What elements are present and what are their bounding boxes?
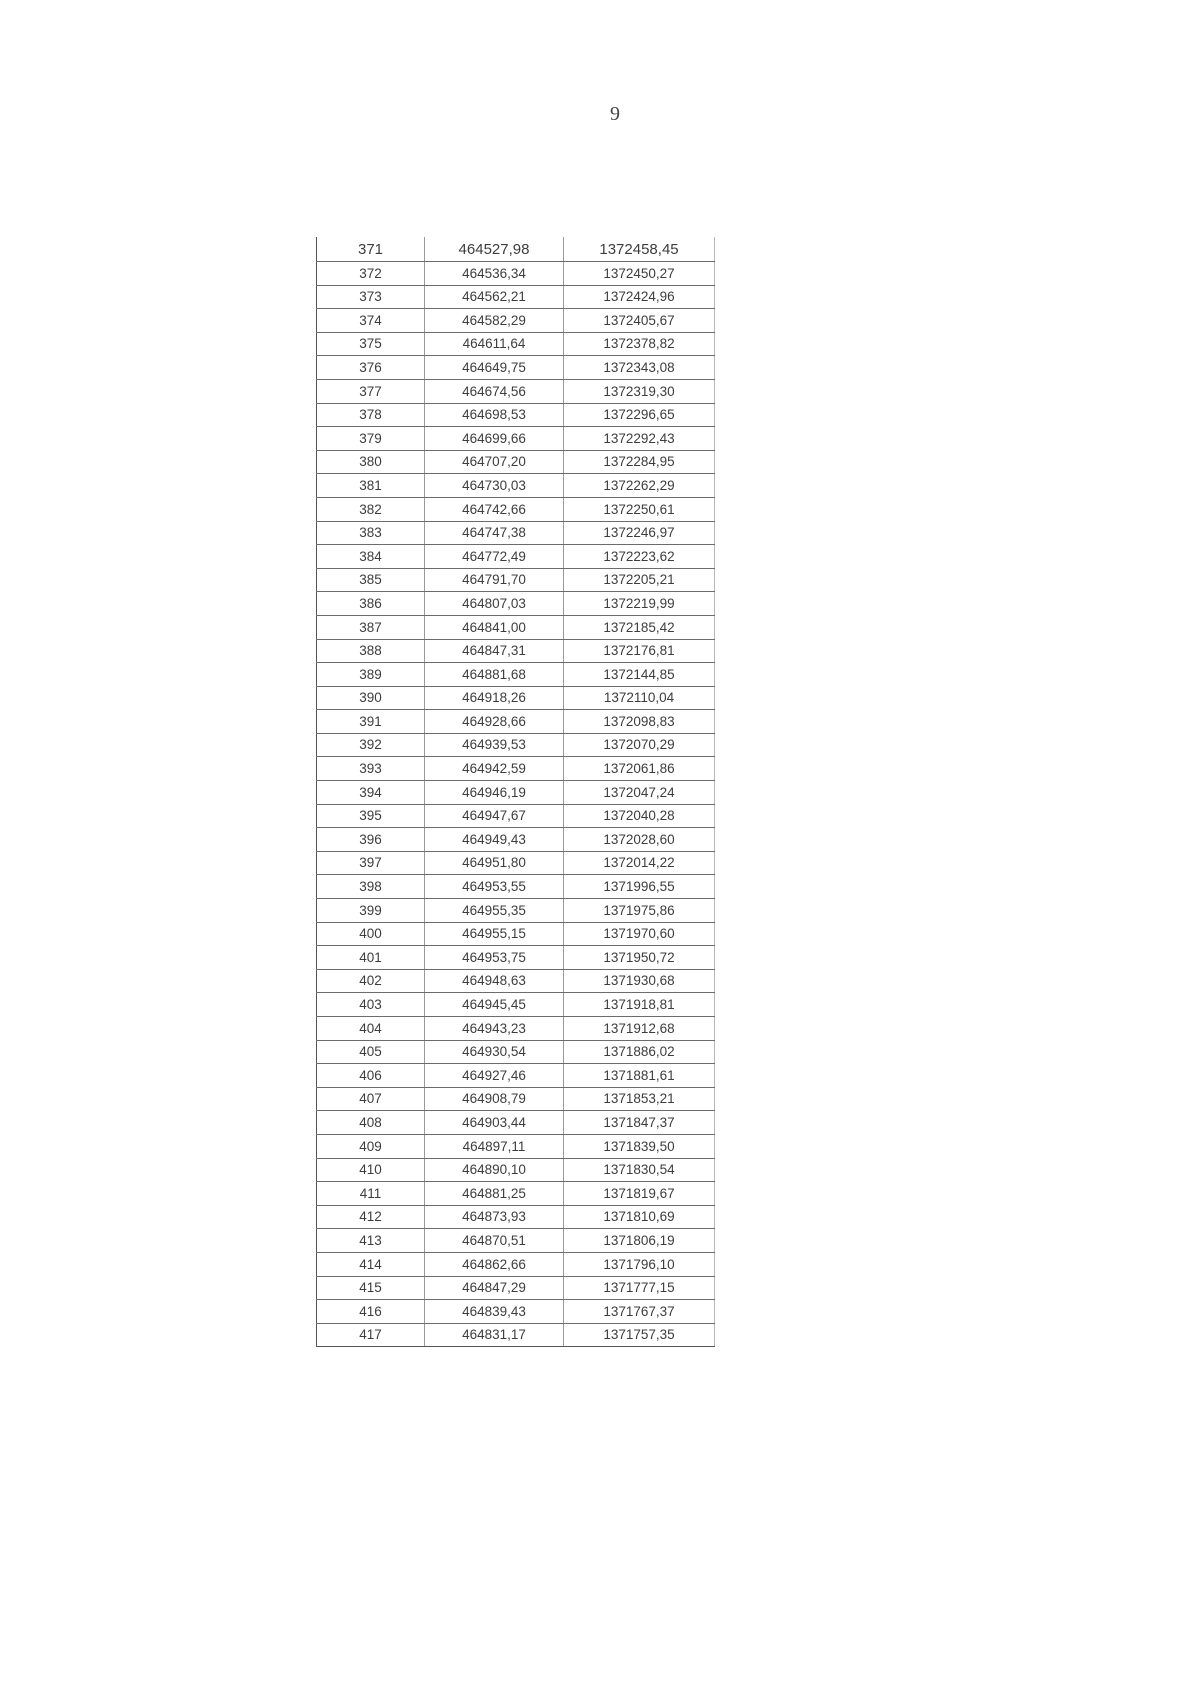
x-coordinate-cell: 464918,26 [425,686,564,710]
table-row [317,568,715,592]
x-coordinate-cell: 464953,75 [425,946,564,970]
y-coordinate-cell: 1371918,81 [564,993,715,1017]
table-row [317,356,715,380]
x-coordinate-cell: 464847,29 [425,1276,564,1300]
y-coordinate-cell: 1372424,96 [564,285,715,309]
x-coordinate-cell: 464945,45 [425,993,564,1017]
point-number-cell: 401 [317,946,425,970]
point-number-cell: 403 [317,993,425,1017]
y-coordinate-cell: 1372246,97 [564,521,715,545]
y-coordinate-cell: 1371970,60 [564,922,715,946]
table-row [317,497,715,521]
x-coordinate-cell: 464536,34 [425,262,564,286]
table-row [317,1111,715,1135]
point-number-cell: 372 [317,262,425,286]
y-coordinate-cell: 1372343,08 [564,356,715,380]
table-row [317,663,715,687]
x-coordinate-cell: 464562,21 [425,285,564,309]
x-coordinate-cell: 464870,51 [425,1229,564,1253]
x-coordinate-cell: 464881,25 [425,1182,564,1206]
y-coordinate-cell: 1371767,37 [564,1300,715,1324]
x-coordinate-cell: 464955,35 [425,899,564,923]
point-number-cell: 390 [317,686,425,710]
x-coordinate-cell: 464946,19 [425,781,564,805]
y-coordinate-cell: 1372070,29 [564,733,715,757]
x-coordinate-cell: 464947,67 [425,804,564,828]
y-coordinate-cell: 1372219,99 [564,592,715,616]
y-coordinate-cell: 1372144,85 [564,663,715,687]
table-row [317,686,715,710]
y-coordinate-cell: 1372185,42 [564,615,715,639]
point-number-cell: 376 [317,356,425,380]
point-number-cell: 383 [317,521,425,545]
y-coordinate-cell: 1372450,27 [564,262,715,286]
point-number-cell: 392 [317,733,425,757]
point-number-cell: 404 [317,1017,425,1041]
y-coordinate-cell: 1372110,04 [564,686,715,710]
table-row [317,733,715,757]
coordinates-table-body [317,237,715,1347]
point-number-cell: 398 [317,875,425,899]
page-number: 9 [610,103,620,125]
table-row [317,1087,715,1111]
y-coordinate-cell: 1372262,29 [564,474,715,498]
point-number-cell: 380 [317,450,425,474]
point-number-cell: 409 [317,1134,425,1158]
table-row [317,379,715,403]
y-coordinate-cell: 1371912,68 [564,1017,715,1041]
x-coordinate-cell: 464707,20 [425,450,564,474]
table-row [317,403,715,427]
table-row [317,1017,715,1041]
x-coordinate-cell: 464742,66 [425,497,564,521]
x-coordinate-cell: 464730,03 [425,474,564,498]
point-number-cell: 381 [317,474,425,498]
point-number-cell: 417 [317,1323,425,1347]
table-row [317,969,715,993]
point-number-cell: 384 [317,545,425,569]
y-coordinate-cell: 1372458,45 [564,237,715,262]
x-coordinate-cell: 464903,44 [425,1111,564,1135]
y-coordinate-cell: 1372405,67 [564,309,715,333]
x-coordinate-cell: 464831,17 [425,1323,564,1347]
point-number-cell: 371 [317,237,425,262]
x-coordinate-cell: 464939,53 [425,733,564,757]
x-coordinate-cell: 464699,66 [425,427,564,451]
y-coordinate-cell: 1372296,65 [564,403,715,427]
table-row [317,592,715,616]
y-coordinate-cell: 1372176,81 [564,639,715,663]
table-row [317,262,715,286]
x-coordinate-cell: 464841,00 [425,615,564,639]
table-row [317,922,715,946]
x-coordinate-cell: 464747,38 [425,521,564,545]
table-row [317,899,715,923]
table-row [317,875,715,899]
table-row [317,781,715,805]
point-number-cell: 393 [317,757,425,781]
point-number-cell: 410 [317,1158,425,1182]
table-row [317,1300,715,1324]
table-row [317,639,715,663]
x-coordinate-cell: 464953,55 [425,875,564,899]
x-coordinate-cell: 464862,66 [425,1252,564,1276]
y-coordinate-cell: 1371950,72 [564,946,715,970]
point-number-cell: 408 [317,1111,425,1135]
y-coordinate-cell: 1372028,60 [564,828,715,852]
table-row [317,237,715,262]
point-number-cell: 375 [317,332,425,356]
point-number-cell: 400 [317,922,425,946]
point-number-cell: 406 [317,1064,425,1088]
x-coordinate-cell: 464847,31 [425,639,564,663]
y-coordinate-cell: 1372250,61 [564,497,715,521]
y-coordinate-cell: 1371930,68 [564,969,715,993]
x-coordinate-cell: 464527,98 [425,237,564,262]
x-coordinate-cell: 464649,75 [425,356,564,380]
y-coordinate-cell: 1372319,30 [564,379,715,403]
y-coordinate-cell: 1371810,69 [564,1205,715,1229]
point-number-cell: 377 [317,379,425,403]
y-coordinate-cell: 1371796,10 [564,1252,715,1276]
point-number-cell: 402 [317,969,425,993]
point-number-cell: 382 [317,497,425,521]
table-row [317,285,715,309]
table-row [317,1158,715,1182]
y-coordinate-cell: 1371996,55 [564,875,715,899]
y-coordinate-cell: 1371847,37 [564,1111,715,1135]
y-coordinate-cell: 1371819,67 [564,1182,715,1206]
table-row [317,474,715,498]
point-number-cell: 388 [317,639,425,663]
x-coordinate-cell: 464772,49 [425,545,564,569]
table-row [317,1182,715,1206]
table-row [317,1276,715,1300]
table-row [317,1040,715,1064]
x-coordinate-cell: 464928,66 [425,710,564,734]
table-row [317,450,715,474]
y-coordinate-cell: 1372014,22 [564,851,715,875]
point-number-cell: 389 [317,663,425,687]
point-number-cell: 373 [317,285,425,309]
x-coordinate-cell: 464674,56 [425,379,564,403]
y-coordinate-cell: 1372205,21 [564,568,715,592]
table-row [317,1134,715,1158]
table-row [317,757,715,781]
table-row [317,332,715,356]
point-number-cell: 412 [317,1205,425,1229]
point-number-cell: 405 [317,1040,425,1064]
y-coordinate-cell: 1371886,02 [564,1040,715,1064]
x-coordinate-cell: 464951,80 [425,851,564,875]
point-number-cell: 399 [317,899,425,923]
y-coordinate-cell: 1372040,28 [564,804,715,828]
x-coordinate-cell: 464698,53 [425,403,564,427]
table-row [317,309,715,333]
table-row [317,1323,715,1347]
y-coordinate-cell: 1372284,95 [564,450,715,474]
x-coordinate-cell: 464927,46 [425,1064,564,1088]
point-number-cell: 396 [317,828,425,852]
point-number-cell: 394 [317,781,425,805]
x-coordinate-cell: 464948,63 [425,969,564,993]
point-number-cell: 415 [317,1276,425,1300]
point-number-cell: 414 [317,1252,425,1276]
table-row [317,710,715,734]
point-number-cell: 374 [317,309,425,333]
table-row [317,427,715,451]
y-coordinate-cell: 1371881,61 [564,1064,715,1088]
table-row [317,1229,715,1253]
table-row [317,993,715,1017]
x-coordinate-cell: 464839,43 [425,1300,564,1324]
point-number-cell: 411 [317,1182,425,1206]
y-coordinate-cell: 1372047,24 [564,781,715,805]
x-coordinate-cell: 464881,68 [425,663,564,687]
point-number-cell: 397 [317,851,425,875]
point-number-cell: 395 [317,804,425,828]
x-coordinate-cell: 464611,64 [425,332,564,356]
x-coordinate-cell: 464949,43 [425,828,564,852]
x-coordinate-cell: 464897,11 [425,1134,564,1158]
y-coordinate-cell: 1372061,86 [564,757,715,781]
table-row [317,1252,715,1276]
y-coordinate-cell: 1371975,86 [564,899,715,923]
x-coordinate-cell: 464890,10 [425,1158,564,1182]
x-coordinate-cell: 464930,54 [425,1040,564,1064]
table-row [317,851,715,875]
point-number-cell: 391 [317,710,425,734]
y-coordinate-cell: 1371853,21 [564,1087,715,1111]
y-coordinate-cell: 1371757,35 [564,1323,715,1347]
y-coordinate-cell: 1372098,83 [564,710,715,734]
x-coordinate-cell: 464582,29 [425,309,564,333]
table-row [317,545,715,569]
x-coordinate-cell: 464791,70 [425,568,564,592]
y-coordinate-cell: 1372223,62 [564,545,715,569]
coordinates-table [316,237,715,1347]
x-coordinate-cell: 464943,23 [425,1017,564,1041]
y-coordinate-cell: 1371839,50 [564,1134,715,1158]
x-coordinate-cell: 464908,79 [425,1087,564,1111]
table-row [317,804,715,828]
point-number-cell: 379 [317,427,425,451]
table-row [317,615,715,639]
y-coordinate-cell: 1371830,54 [564,1158,715,1182]
point-number-cell: 386 [317,592,425,616]
table-row [317,1064,715,1088]
y-coordinate-cell: 1372292,43 [564,427,715,451]
table-row [317,1205,715,1229]
point-number-cell: 407 [317,1087,425,1111]
x-coordinate-cell: 464873,93 [425,1205,564,1229]
x-coordinate-cell: 464955,15 [425,922,564,946]
point-number-cell: 413 [317,1229,425,1253]
y-coordinate-cell: 1371777,15 [564,1276,715,1300]
table-row [317,521,715,545]
y-coordinate-cell: 1372378,82 [564,332,715,356]
point-number-cell: 416 [317,1300,425,1324]
y-coordinate-cell: 1371806,19 [564,1229,715,1253]
x-coordinate-cell: 464942,59 [425,757,564,781]
point-number-cell: 385 [317,568,425,592]
table-row [317,946,715,970]
x-coordinate-cell: 464807,03 [425,592,564,616]
point-number-cell: 387 [317,615,425,639]
table-row [317,828,715,852]
point-number-cell: 378 [317,403,425,427]
